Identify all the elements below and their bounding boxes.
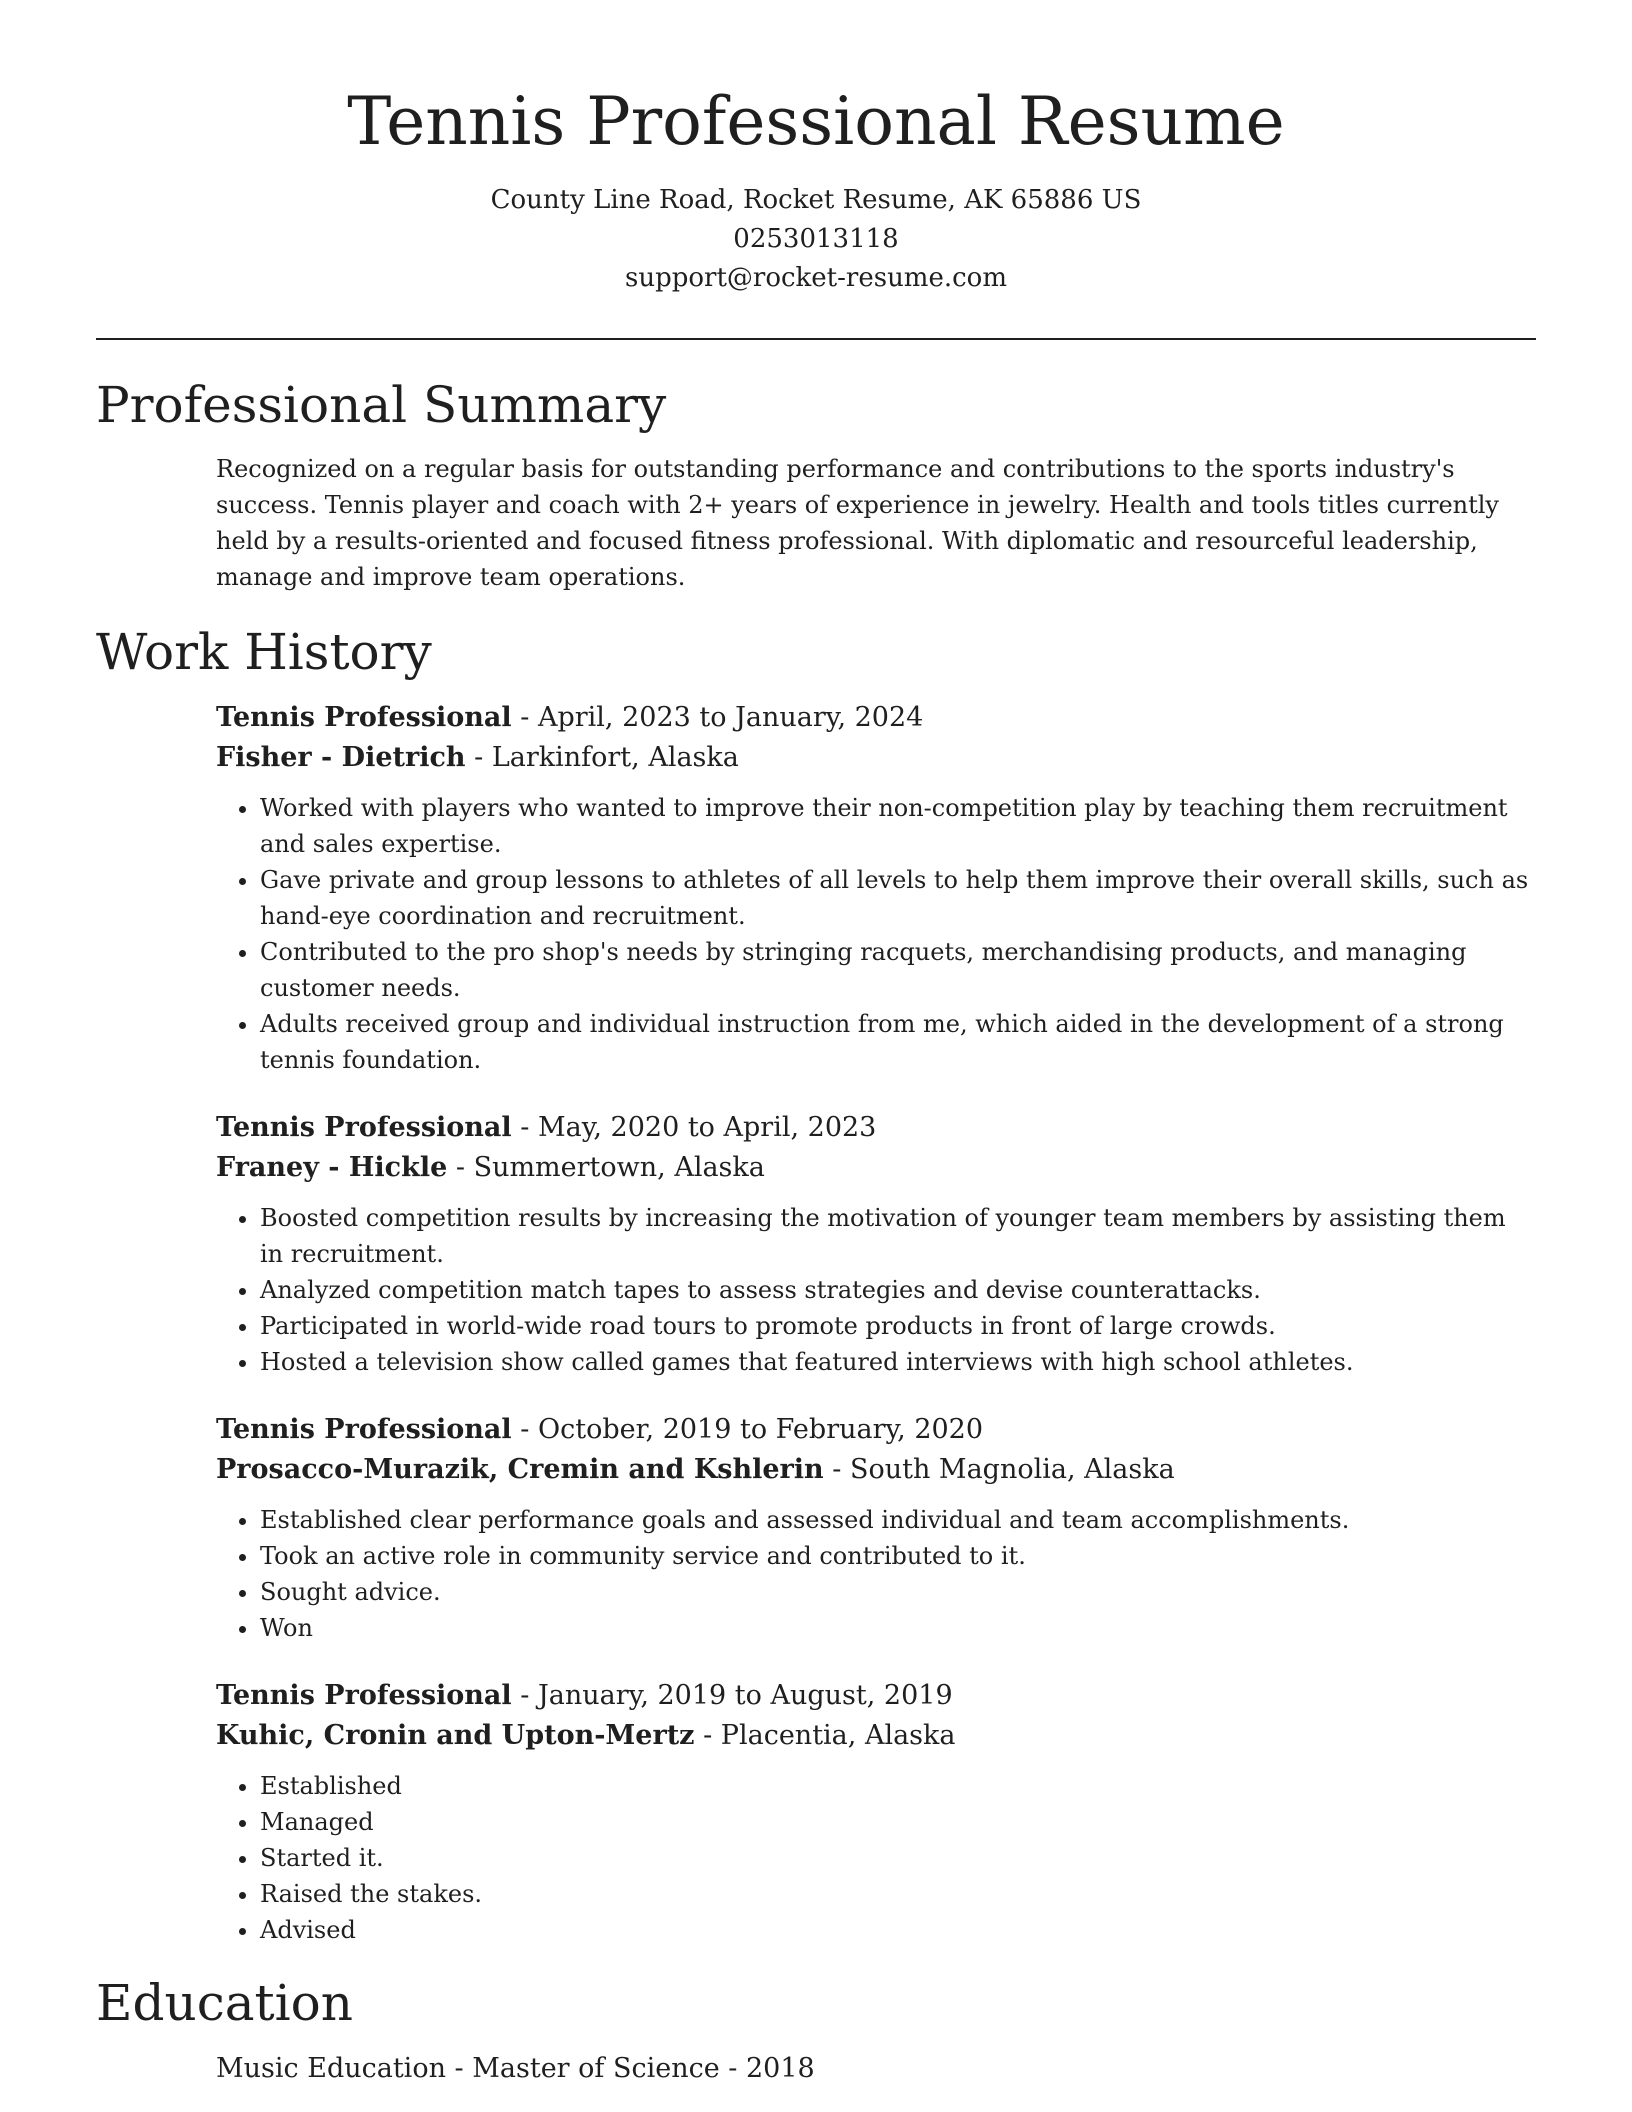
list-item: • Participated in world-wide road tours to promote products in front of large crowds. xyxy=(260,1308,1536,1344)
job-entry xyxy=(216,1108,1536,1380)
contact-address: County Line Road, Rocket Resume, AK 65886 US xyxy=(490,184,1142,215)
list-item: • Gave private and group lessons to athletes of all levels to help them improve their overall skills, such as hand-eye coordination and recruitment. xyxy=(260,862,1536,934)
job-company: Fisher - Dietrich xyxy=(216,741,466,773)
job-entry xyxy=(216,1676,1536,1948)
job-company: Prosacco-Murazik, Cremin and Kshlerin xyxy=(216,1453,824,1485)
job-title-line xyxy=(216,1108,1536,1148)
resume-page xyxy=(96,0,1536,2089)
job-company: Franey - Hickle xyxy=(216,1151,448,1183)
education-heading: Education xyxy=(96,1973,353,2032)
list-item: • Sought advice. xyxy=(260,1574,1536,1610)
job-company-line xyxy=(216,738,1536,778)
job-title: Tennis Professional xyxy=(216,1413,512,1445)
job-title-line xyxy=(216,1676,1536,1716)
list-item: • Established clear performance goals and assessed individual and team accomplishments. xyxy=(260,1502,1536,1538)
job-title: Tennis Professional xyxy=(216,701,512,733)
job-dates: - May, 2020 to April, 2023 xyxy=(511,1111,877,1143)
job-bullets xyxy=(216,1200,1536,1380)
job-location: - Larkinfort, Alaska xyxy=(465,741,739,773)
job-company-line xyxy=(216,1148,1536,1188)
job-bullets xyxy=(216,1768,1536,1948)
job-dates: - October, 2019 to February, 2020 xyxy=(511,1413,984,1445)
summary-heading: Professional Summary xyxy=(96,375,667,434)
job-bullets xyxy=(216,790,1536,1078)
list-item: • Established xyxy=(260,1768,1536,1804)
job-location: - South Magnolia, Alaska xyxy=(823,1453,1175,1485)
summary-text: Recognized on a regular basis for outstanding performance and contributions to the sports industry's success. Tennis player and coach with 2+ years of experience in jewelry. Health and tools titles currently held by a results-oriented and focused fitness professional. With diplomatic and resourceful leadership, manage and improve team operations. xyxy=(216,454,1499,591)
summary-section xyxy=(216,451,1536,595)
resume-header xyxy=(96,0,1536,298)
job-bullets xyxy=(216,1502,1536,1646)
work-history-heading: Work History xyxy=(96,622,432,681)
list-item: • Won xyxy=(260,1610,1536,1646)
resume-title: Tennis Professional Resume xyxy=(347,83,1285,160)
education-entry: Music Education - Master of Science - 2018 xyxy=(216,2052,815,2084)
list-item: • Adults received group and individual instruction from me, which aided in the development of a strong tennis foundation. xyxy=(260,1006,1536,1078)
list-item: • Boosted competition results by increasing the motivation of younger team members by assisting them in recruitment. xyxy=(260,1200,1536,1272)
list-item: • Analyzed competition match tapes to assess strategies and devise counterattacks. xyxy=(260,1272,1536,1308)
job-entry xyxy=(216,698,1536,1078)
list-item: • Worked with players who wanted to improve their non-competition play by teaching them recruitment and sales expertise. xyxy=(260,790,1536,862)
job-title: Tennis Professional xyxy=(216,1679,512,1711)
list-item: • Hosted a television show called games that featured interviews with high school athletes. xyxy=(260,1344,1536,1380)
contact-email: support@rocket-resume.com xyxy=(624,262,1007,293)
job-entry xyxy=(216,1410,1536,1646)
work-history-section xyxy=(216,698,1536,1948)
list-item: • Contributed to the pro shop's needs by stringing racquets, merchandising products, and managing customer needs. xyxy=(260,934,1536,1006)
contact-phone: 0253013118 xyxy=(733,223,899,254)
job-title-line xyxy=(216,698,1536,738)
job-location: - Placentia, Alaska xyxy=(694,1719,956,1751)
job-company-line xyxy=(216,1716,1536,1756)
list-item: • Managed xyxy=(260,1804,1536,1840)
education-section xyxy=(216,2049,1536,2089)
header-divider xyxy=(96,338,1536,340)
job-title-line xyxy=(216,1410,1536,1450)
list-item: • Raised the stakes. xyxy=(260,1876,1536,1912)
job-company: Kuhic, Cronin and Upton-Mertz xyxy=(216,1719,695,1751)
job-dates: - January, 2019 to August, 2019 xyxy=(511,1679,953,1711)
list-item: • Took an active role in community service and contributed to it. xyxy=(260,1538,1536,1574)
job-location: - Summertown, Alaska xyxy=(447,1151,765,1183)
list-item: • Advised xyxy=(260,1912,1536,1948)
list-item: • Started it. xyxy=(260,1840,1536,1876)
job-title: Tennis Professional xyxy=(216,1111,512,1143)
job-company-line xyxy=(216,1450,1536,1490)
job-dates: - April, 2023 to January, 2024 xyxy=(511,701,924,733)
